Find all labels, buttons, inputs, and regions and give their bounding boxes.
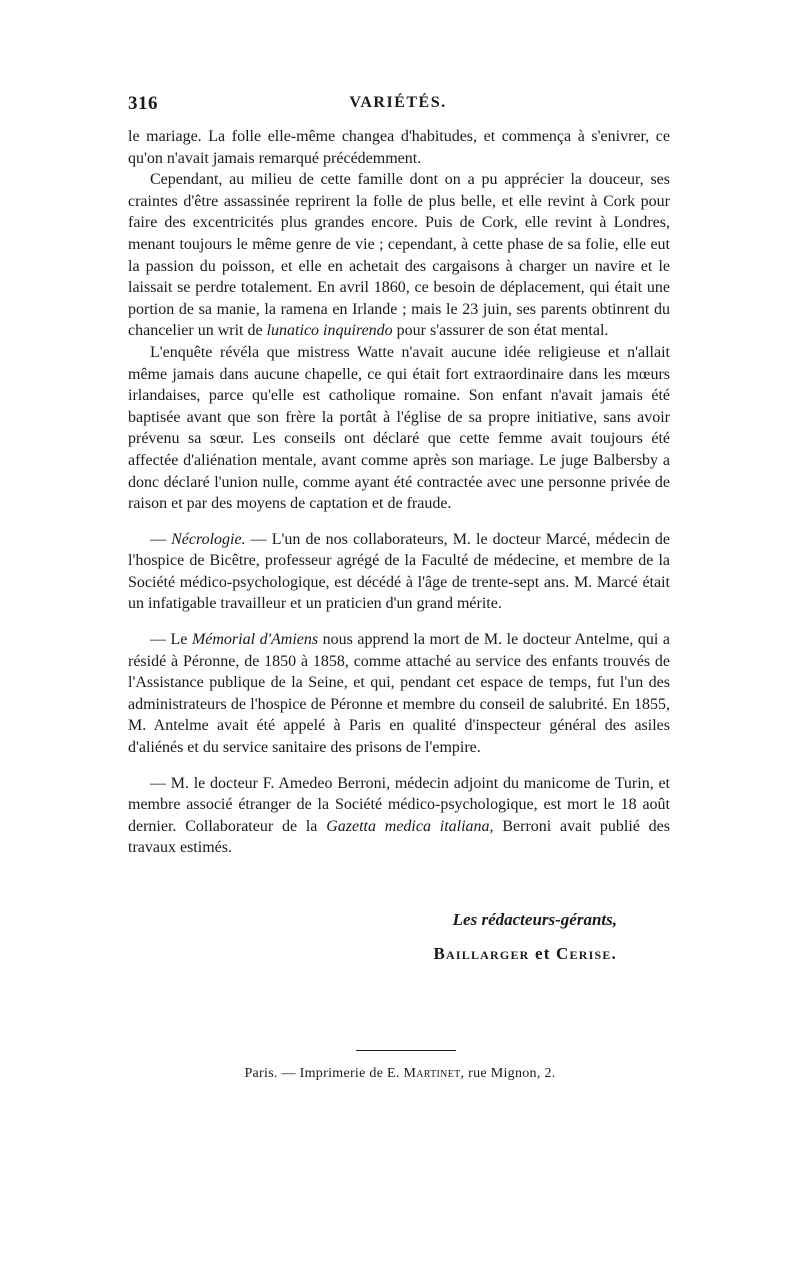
paragraph-text: pour s'assurer de son état mental. [392,322,609,340]
notice-text: nous apprend la mort de M. le docteur Antelme, qui a résidé à Péronne, de 1850 à 1858, comme attaché au service des enfants trouvés de l'Assistance publique de la Seine, et qui, pendant cet espace de temps, fut l'un des administrateurs de l'hospice de Péronne et membre du conseil de salubrité. En 1855, M. Antelme avait été appelé à Paris en qualité d'inspecteur général des asiles d'aliénés et du service sanitaire des prisons de l'empire. [128,631,671,757]
imprint-dash: — [277,1066,300,1081]
notice-heading: Nécrologie. [171,530,246,548]
paragraph-enquete: L'enquête révéla que mistress Watte n'avait aucune idée religieuse et n'allait même jamais dans aucune chapelle, ce qui était fort extraordinaire dans les mœurs irlandaises, parce qu'elle est catholique romaine. Son enfant n'avait jamais été baptisée avant que son frère la portât à l'église de sa propre initiative, sans avoir prévenu sa sœur. Les conseils ont déclaré que cette femme avait toujours été affectée d'aliénation mentale, avant comme après son mariage. Le juge Balbersby a donc déclaré l'union nulle, comme ayant été contractée avec une personne privée de raison et par des moyens de captation et de fraude. [128,343,670,513]
running-title: VARIÉTÉS. [349,94,447,111]
imprint-city: Paris. [244,1066,278,1081]
imprint-address: , rue Mignon, 2. [460,1066,556,1081]
notice-antelme [128,629,670,759]
imprint-text: Imprimerie de E. [299,1066,404,1081]
page-number: 316 [128,93,158,114]
signature-conjunction: et [529,944,557,963]
notice-dash: — [150,530,172,548]
printer-imprint [0,1066,800,1082]
publication-title: Gazetta medica italiana [326,817,490,835]
publication-title: Mémorial d'Amiens [191,631,319,649]
notice-berroni [128,773,670,859]
notice-necrologie [128,529,670,615]
signature-role: Les rédacteurs-gérants, [452,910,617,929]
paragraph-continuation: le mariage. La folle elle-même changea d'habitudes, et commença à s'enivrer, ce qu'on n'avait jamais remarqué précédemment. [128,128,670,167]
paragraph-text: Cependant, au milieu de cette famille dont on a pu apprécier la douceur, ses craintes d'être assassinée reprirent la folle de plus belle, et elle revint à Cork pour faire des excentricités plus grandes encore. Puis de Cork, elle revint à Londres, menant toujours le même genre de vie ; cependant, à cette phase de sa folie, elle eut la passion du poisson, et elle en achetait des cargaisons à charger un navire et le laissait se perdre totalement. En avril 1860, ce besoin de déplacement, qui était une portion de sa manie, la ramena en Irlande ; mais le 23 juin, ses parents obtinrent du chancelier un writ de [128,171,670,340]
notice-text: , Berroni avait publié des travaux estimés. [128,817,670,857]
footer-rule [356,1050,456,1051]
printer-name: Martinet [403,1066,461,1081]
signature-names [434,944,618,964]
body-text [128,126,670,859]
notice-text: — M. le docteur F. Amedeo Berroni, médecin adjoint du manicome de Turin, et membre associé étranger de la Société médico-psychologique, est mort le 18 août dernier. Collaborateur de la [128,774,670,835]
paragraph-cork [128,169,670,342]
editor-name-2: Cerise. [556,944,617,963]
notice-lead: — Le [150,631,192,649]
signature-block [434,910,618,964]
editor-name-1: Baillarger [433,944,530,963]
page-header [128,93,668,117]
latin-term: lunatico inquirendo [266,322,393,340]
notice-text: — L'un de nos collaborateurs, M. le docteur Marcé, médecin de l'hospice de Bicêtre, professeur agrégé de la Faculté de médecine, et membre de la Société médico-psychologique, est décédé à l'âge de trente-sept ans. M. Marcé était un infatigable travailleur et un praticien d'un grand mérite. [128,530,671,613]
